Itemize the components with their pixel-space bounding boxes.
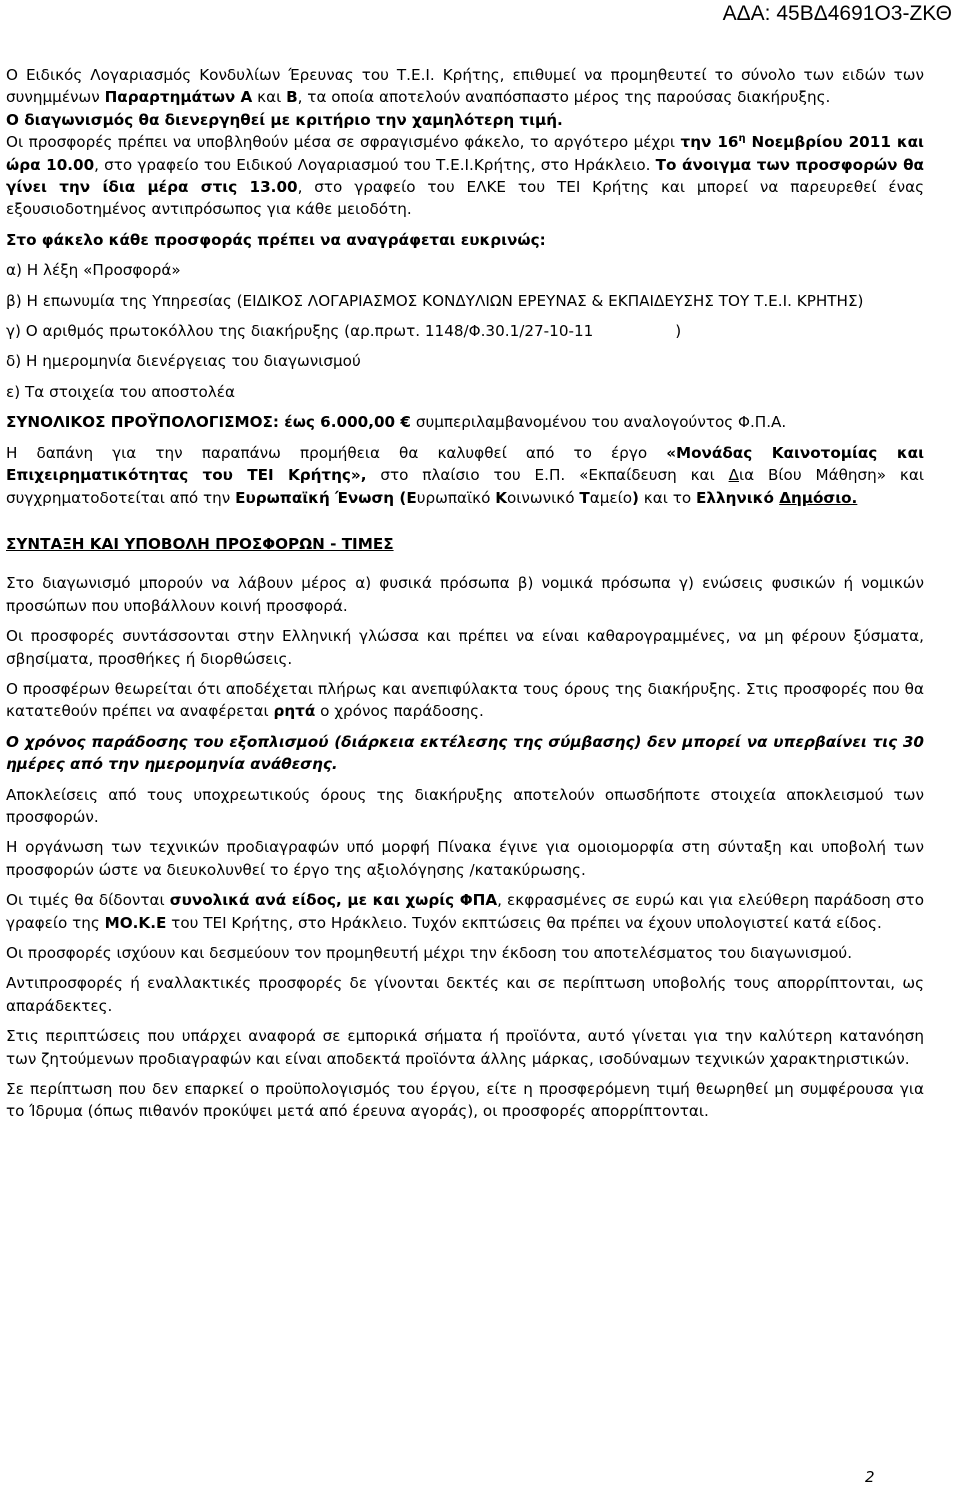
- text: Ο Ειδικός Λογαριασμός Κονδυλίων Έρευνας του Τ.Ε.Ι. Κρήτης, επιθυμεί να προμηθευτεί το σύνολο των ειδών των συνημμένων: [6, 66, 924, 107]
- text: αμείο: [589, 488, 633, 507]
- text: γ) Ο αριθμός πρωτοκόλλου της διακήρυξης (αρ.πρωτ. 1148/Φ.30.1/27-10-11: [6, 322, 594, 341]
- opening-info: Το άνοιγμα των προσφορών θα γίνει την ίδια μέρα στις 13.00: [6, 155, 924, 197]
- text: , τα οποία αποτελούν αναπόσπαστο μέρος της παρούσας διακήρυξης.: [297, 88, 831, 107]
- section-title-text: ΣΥΝΤΑΞΗ ΚΑΙ ΥΠΟΒΟΛΗ ΠΡΟΣΦΟΡΩΝ - ΤΙΜΕΣ: [6, 534, 394, 553]
- document-body: [6, 64, 924, 1123]
- text: συνολικά ανά είδος, με και χωρίς ΦΠΑ: [169, 891, 498, 910]
- budget-amount: ΣΥΝΟΛΙΚΟΣ ΠΡΟΫΠΟΛΟΓΙΣΜΟΣ: έως 6.000,00: [6, 413, 401, 432]
- counteroffers-paragraph: Αντιπροσφορές ή εναλλακτικές προσφορές δε γίνονται δεκτές και σε περίπτωση υποβολής τους απορρίπτονται, ως απαράδεκτες.: [6, 974, 924, 1015]
- deadline-date: την 16: [680, 133, 739, 152]
- text: οινωνικό: [507, 488, 580, 507]
- text: και το: [638, 488, 697, 507]
- text: στο πλαίσιο του Ε.Π. «Εκπαίδευση και: [366, 466, 729, 485]
- project-name: «Μονάδας Καινοτομίας και Επιχειρηματικότητας του ΤΕΙ Κρήτης»,: [6, 443, 924, 485]
- text: , στο γραφείο του Ειδικού Λογαριασμού του Τ.Ε.Ι.Κρήτης, στο Ηράκλειο.: [94, 155, 656, 174]
- envelope-item-d: δ) Η ημερομηνία διενέργειας του διαγωνισμού: [6, 352, 361, 371]
- text: Κ: [495, 488, 507, 507]
- budget-line: [6, 411, 924, 433]
- text: , εκφρασμένες σε ευρώ και για ελεύθερη παράδοση στο γραφείο της: [6, 891, 924, 932]
- text: ΜΟ.Κ.Ε: [104, 913, 167, 932]
- trademarks-paragraph: Στις περιπτώσεις που υπάρχει αναφορά σε εμπορικά σήματα ή προϊόντα, αυτό γίνεται για την καλύτερη κατανόηση των ζητούμενων προδιαγραφών και είναι αποδεκτά προϊόντα άλλης μάρκας, ισοδύναμων τεχνικών χαρακτηριστικών.: [6, 1027, 924, 1068]
- ada-code: ΑΔΑ: 45ΒΔ4691Ο3-ΖΚΘ: [722, 2, 952, 25]
- envelope-item-a: α) Η λέξη «Προσφορά»: [6, 261, 181, 280]
- acceptance-paragraph: [6, 678, 924, 723]
- annex-b: Β: [286, 88, 298, 107]
- language-paragraph: Οι προσφορές συντάσσονται στην Ελληνική γλώσσα και πρέπει να είναι καθαρογραμμένες, να μη φέρουν ξύσματα, σβησίματα, προσθήκες ή διορθώσεις.: [6, 627, 924, 668]
- euro-symbol: €: [400, 413, 411, 432]
- rejection-paragraph: Σε περίπτωση που δεν επαρκεί ο προϋπολογισμός του έργου, είτε η προσφερόμενη τιμή θεωρηθεί μη συμφέρουσα για το Ίδρυμα (όπως πιθανόν προκύψει μετά από έρευνα αγοράς), οι προσφορές απορρίπτονται.: [6, 1080, 924, 1121]
- text: Ελληνικό: [696, 488, 780, 507]
- section-title: [6, 533, 924, 555]
- text: συμπεριλαμβανομένου του αναλογούντος Φ.Π.Α.: [411, 413, 787, 432]
- envelope-heading-text: Στο φάκελο κάθε προσφοράς πρέπει να αναγράφεται ευκρινώς:: [6, 230, 546, 249]
- text: Δ: [728, 466, 739, 485]
- text: του ΤΕΙ Κρήτης, στο Ηράκλειο. Τυχόν εκπτώσεις θα πρέπει να έχουν υπολογιστεί κατά είδος.: [166, 913, 882, 932]
- text: ): [632, 488, 639, 507]
- deadline-time: Νοεμβρίου 2011 και ώρα 10.00: [6, 133, 924, 174]
- exclusion-paragraph: Αποκλείσεις από τους υποχρεωτικούς όρους της διακήρυξης αποτελούν οπωσδήποτε στοιχεία αποκλεισμού των προσφορών.: [6, 785, 924, 826]
- envelope-heading: [6, 229, 924, 251]
- text: Οι προσφορές πρέπει να υποβληθούν μέσα σε σφραγισμένο φάκελο, το αργότερο μέχρι: [6, 133, 681, 152]
- submission-paragraph: [6, 131, 924, 221]
- envelope-item-c: [6, 320, 924, 342]
- ordinal-superscript: η: [738, 133, 746, 145]
- intro-paragraph: [6, 64, 924, 109]
- participants-paragraph: Στο διαγωνισμό μπορούν να λάβουν μέρος α) φυσικά πρόσωπα β) νομικά πρόσωπα γ) ενώσεις φυσικών ή νομικών προσώπων που υποβάλλουν κοινή προσφορά.: [6, 574, 924, 615]
- text: και: [252, 88, 287, 107]
- validity-paragraph: Οι προσφορές ισχύουν και δεσμεύουν τον προμηθευτή μέχρι την έκδοση του αποτελέσματος του διαγωνισμού.: [6, 944, 853, 962]
- eu-label: Ευρωπαϊκή Ένωση (Ε: [235, 488, 417, 507]
- text: Η δαπάνη για την παραπάνω προμήθεια θα καλυφθεί από το έργο: [6, 443, 667, 462]
- text: ρητά: [273, 702, 316, 721]
- annex-a: Παραρτημάτων Α: [104, 88, 253, 107]
- delivery-text: Ο χρόνος παράδοσης του εξοπλισμού (διάρκεια εκτέλεσης της σύμβασης) δεν μπορεί να υπερβαίνει τις 30 ημέρες από την ημερομηνία ανάθεσης.: [6, 732, 924, 774]
- specs-paragraph: Η οργάνωση των τεχνικών προδιαγραφών υπό μορφή Πίνακα έγινε για ομοιομορφία στη σύνταξη και υποβολή των προσφορών ώστε να διευκολυνθεί το έργο της αξιολόγησης /κατακύρωσης.: [6, 838, 924, 879]
- envelope-item-b: β) Η επωνυμία της Υπηρεσίας (ΕΙΔΙΚΟΣ ΛΟΓΑΡΙΑΣΜΟΣ ΚΟΝΔΥΛΙΩΝ ΕΡΕΥΝΑΣ & ΕΚΠΑΙΔΕΥΣΗΣ ΤΟΥ Τ.Ε.Ι. ΚΡΗΤΗΣ): [6, 291, 864, 310]
- text: ια Βίου Μάθηση» και συγχρηματοδοτείται από την: [6, 466, 925, 507]
- funding-paragraph: [6, 442, 924, 509]
- text: Ο προσφέρων θεωρείται ότι αποδέχεται πλήρως και ανεπιφύλακτα τους όρους της διακήρυξης. Στις προσφορές που θα κατατεθούν πρέπει να αναφέρεται: [6, 679, 924, 721]
- text: Τ: [579, 488, 590, 507]
- award-criterion: [6, 109, 924, 131]
- delivery-paragraph: [6, 731, 924, 776]
- envelope-item-e: ε) Τα στοιχεία του αποστολέα: [6, 382, 236, 401]
- page-number: 2: [865, 1468, 875, 1486]
- text: ): [675, 322, 682, 341]
- greek-public-label: Δημόσιο.: [779, 488, 858, 507]
- text: , στο γραφείο του ΕΛΚΕ του ΤΕΙ Κρήτης και μπορεί να παρευρεθεί ένας εξουσιοδοτημένος αντιπρόσωπος για κάθε μειοδότη.: [6, 178, 925, 219]
- text: Οι τιμές θα δίδονται: [6, 891, 170, 910]
- text: υρωπαϊκό: [416, 488, 496, 507]
- prices-paragraph: [6, 889, 924, 934]
- award-criterion-text: Ο διαγωνισμός θα διενεργηθεί με κριτήριο την χαμηλότερη τιμή.: [6, 110, 563, 129]
- text: ο χρόνος παράδοσης.: [315, 702, 484, 721]
